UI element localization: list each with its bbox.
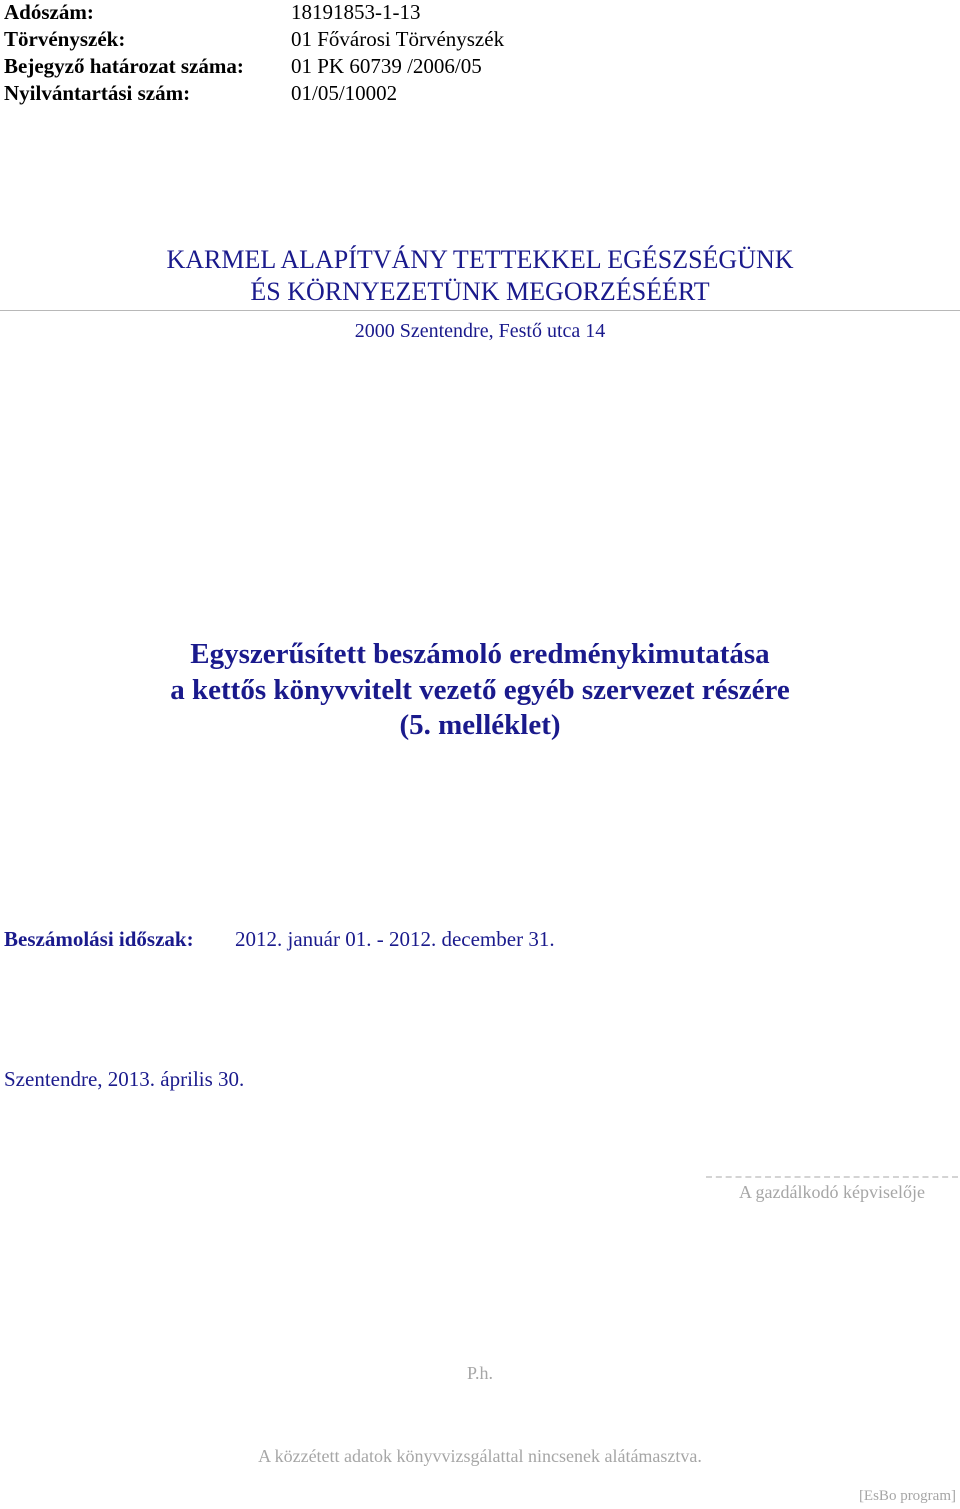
- registration-label: Adószám:: [4, 0, 94, 24]
- footer-program-name: [EsBo program]: [858, 1488, 956, 1504]
- registration-row-court: [4, 27, 505, 51]
- registration-row-tax-number: [4, 0, 421, 24]
- report-title-line3: (5. melléklet): [399, 709, 561, 741]
- registration-value: 01 Fővárosi Törvényszék: [291, 27, 505, 51]
- report-title-line2: a kettős könyvvitelt vezető egyéb szervezet részére: [170, 674, 790, 706]
- reporting-period: [4, 926, 555, 952]
- registration-label: Nyilvántartási szám:: [4, 81, 191, 105]
- place-and-date: Szentendre, 2013. április 30.: [4, 1067, 245, 1091]
- report-title-line1: Egyszerűsített beszámoló eredménykimutatása: [190, 638, 770, 670]
- organization-divider: [0, 310, 960, 311]
- organization-name-line1: KARMEL ALAPÍTVÁNY TETTEKKEL EGÉSZSÉGÜNK: [166, 245, 794, 274]
- registration-label: Bejegyző határozat száma:: [4, 54, 244, 78]
- registration-row-registry-number: [4, 81, 398, 105]
- signature-line: [706, 1176, 958, 1178]
- reporting-period-label: Beszámolási időszak:: [4, 927, 194, 951]
- registration-label: Törvényszék:: [4, 27, 126, 51]
- signature-label: A gazdálkodó képviselője: [739, 1182, 925, 1202]
- registration-value: 01/05/10002: [291, 81, 398, 105]
- organization-address: 2000 Szentendre, Festő utca 14: [354, 320, 606, 342]
- registration-row-decision-number: [4, 54, 482, 78]
- registration-value: 01 PK 60739 /2006/05: [291, 54, 482, 78]
- registration-value: 18191853-1-13: [291, 0, 421, 24]
- audit-disclaimer: A közzétett adatok könyvvizsgálattal nincsenek alátámasztva.: [258, 1446, 702, 1466]
- organization-name-line2: ÉS KÖRNYEZETÜNK MEGORZÉSÉÉRT: [250, 277, 710, 306]
- stamp-placeholder: P.h.: [466, 1363, 493, 1383]
- reporting-period-value: 2012. január 01. - 2012. december 31.: [235, 927, 555, 951]
